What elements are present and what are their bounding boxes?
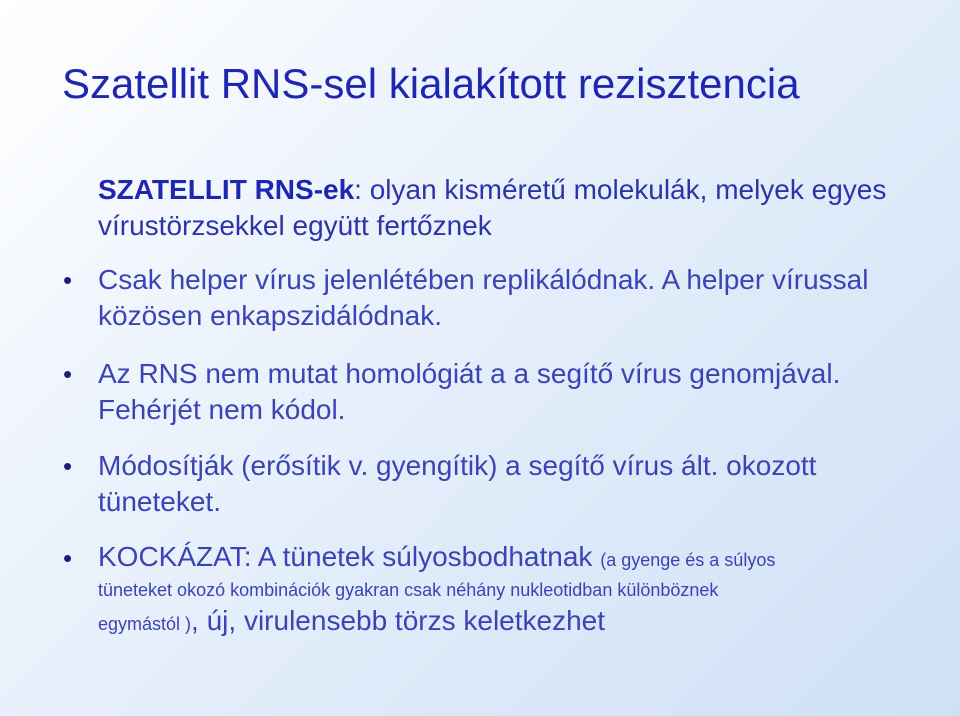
bullet-text: Az RNS nem mutat homológiát a a segítő vírus genomjával. Fehérjét nem kódol. [98,358,841,425]
intro-lead: SZATELLIT RNS-ek [98,174,355,205]
bullet-item [63,356,918,428]
risk-text-conclusion: , új, virulensebb törzs keletkezhet [191,605,606,636]
bullet-icon: • [63,543,73,573]
bullet-item-risk [63,540,918,642]
bullet-icon: • [63,265,73,295]
bullet-item [63,448,918,520]
intro-paragraph [98,172,918,244]
risk-text-note: (a gyenge és a súlyos [600,550,776,570]
risk-text-note-end: egymástól ) [98,614,192,634]
bullet-icon: • [63,451,73,481]
risk-text-main: KOCKÁZAT: A tünetek súlyosbodhatnak [98,541,601,572]
bullet-text: Csak helper vírus jelenlétében replikálódnak. A helper vírussal közösen enkapszidálódnak. [98,264,869,331]
bullet-item [63,262,918,334]
risk-line-1 [98,540,918,577]
risk-line-2: tüneteket okozó kombinációk gyakran csak néhány nukleotidban különböznek [98,580,719,600]
slide-title: Szatellit RNS-sel kialakított rezisztencia [62,60,800,107]
bullet-icon: • [63,359,73,389]
bullet-text: Módosítják (erősítik v. gyengítik) a segítő vírus ált. okozott tüneteket. [98,450,817,517]
intro-text: : olyan kisméretű molekulák, melyek egyes vírustörzsekkel együtt fertőznek [98,174,887,241]
risk-line-3 [98,603,918,642]
